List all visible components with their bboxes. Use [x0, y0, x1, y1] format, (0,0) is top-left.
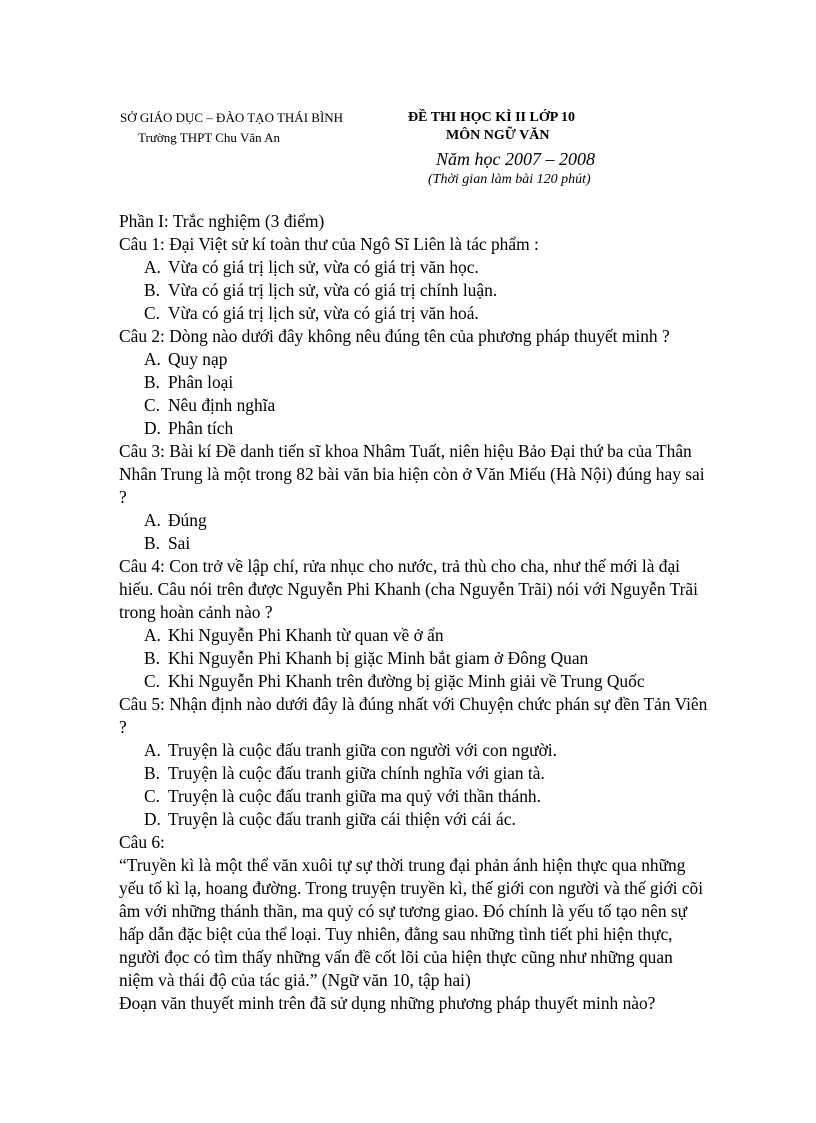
q3-option-a: A. Đúng: [144, 510, 207, 530]
exam-year: Năm học 2007 – 2008: [436, 149, 595, 169]
q5-option-c: C. Truyện là cuộc đấu tranh giữa ma quỷ với thần thánh.: [144, 786, 541, 806]
question-6-prompt: Đoạn văn thuyết minh trên đã sử dụng những phương pháp thuyết minh nào?: [119, 993, 656, 1013]
header-dept: SỞ GIÁO DỤC – ĐÀO TẠO THÁI BÌNH: [120, 110, 344, 125]
q3-option-b: B. Sai: [144, 533, 191, 553]
question-4: Câu 4: Con trở về lập chí, rửa nhục cho nước, trả thù cho cha, như thế mới là đại hiếu. Câu nói trên được Nguyễn Phi Khanh (cha Nguyễn Trãi) nói với Nguyễn Trãi trong hoàn cảnh nào ?: [119, 556, 698, 622]
exam-title: ĐỀ THI HỌC KÌ II LỚP 10: [408, 110, 576, 125]
part-title: Phần I: Trắc nghiệm (3 điểm): [119, 211, 325, 231]
q1-option-b: B. Vừa có giá trị lịch sử, vừa có giá trị chính luận.: [144, 280, 498, 300]
q2-option-b: B. Phân loại: [144, 372, 234, 392]
question-3: Câu 3: Bài kí Đề danh tiến sĩ khoa Nhâm Tuất, niên hiệu Bảo Đại thứ ba của Thân Nhân Trung là một trong 82 bài văn bia hiện còn ở Văn Miếu (Hà Nội) đúng hay sai ?: [119, 441, 705, 507]
q2-option-d: D. Phân tích: [144, 418, 234, 438]
question-6-quote: “Truyền kì là một thể văn xuôi tự sự thời trung đại phản ánh hiện thực qua những yếu tố kì lạ, hoang đường. Trong truyện truyền kì, thế giới con người và thế giới cõi âm với những thánh thần, ma quỷ có sự tương giao. Đó chính là yếu tố tạo nên sự hấp dẫn đặc biệt của thể loại. Tuy nhiên, đằng sau những tình tiết phi hiện thực, người đọc có tìm thấy những vấn đề cốt lõi của hiện thực cũng như những quan niệm và thái độ của tác giả.” (Ngữ văn 10, tập hai): [119, 855, 704, 990]
q4-option-a: A. Khi Nguyễn Phi Khanh từ quan về ở ẩn: [144, 625, 444, 645]
q4-option-c: C. Khi Nguyễn Phi Khanh trên đường bị giặc Minh giải về Trung Quốc: [144, 671, 645, 691]
q4-option-b: B. Khi Nguyễn Phi Khanh bị giặc Minh bắt giam ở Đông Quan: [144, 648, 589, 668]
q5-option-a: A. Truyện là cuộc đấu tranh giữa con người với con người.: [144, 740, 557, 760]
exam-subject: MÔN NGỮ VĂN: [446, 128, 550, 143]
question-6-label: Câu 6:: [119, 832, 165, 852]
question-5: Câu 5: Nhận định nào dưới đây là đúng nhất với Chuyện chức phán sự đền Tản Viên ?: [119, 694, 708, 737]
q5-option-b: B. Truyện là cuộc đấu tranh giữa chính nghĩa với gian tà.: [144, 763, 545, 783]
exam-duration: (Thời gian làm bài 120 phút): [428, 172, 591, 187]
q1-option-a: A. Vừa có giá trị lịch sử, vừa có giá trị văn học.: [144, 257, 479, 277]
header-school: Trường THPT Chu Văn An: [138, 130, 281, 145]
question-2: Câu 2: Dòng nào dưới đây không nêu đúng tên của phương pháp thuyết minh ?: [119, 326, 670, 346]
q2-option-c: C. Nêu định nghĩa: [144, 395, 276, 415]
q2-option-a: A. Quy nạp: [144, 349, 228, 369]
q1-option-c: C. Vừa có giá trị lịch sử, vừa có giá trị văn hoá.: [144, 303, 479, 323]
question-1: Câu 1: Đại Việt sử kí toàn thư của Ngô Sĩ Liên là tác phẩm :: [119, 234, 539, 254]
q5-option-d: D. Truyện là cuộc đấu tranh giữa cái thiện với cái ác.: [144, 809, 516, 829]
exam-body: [119, 210, 709, 1015]
